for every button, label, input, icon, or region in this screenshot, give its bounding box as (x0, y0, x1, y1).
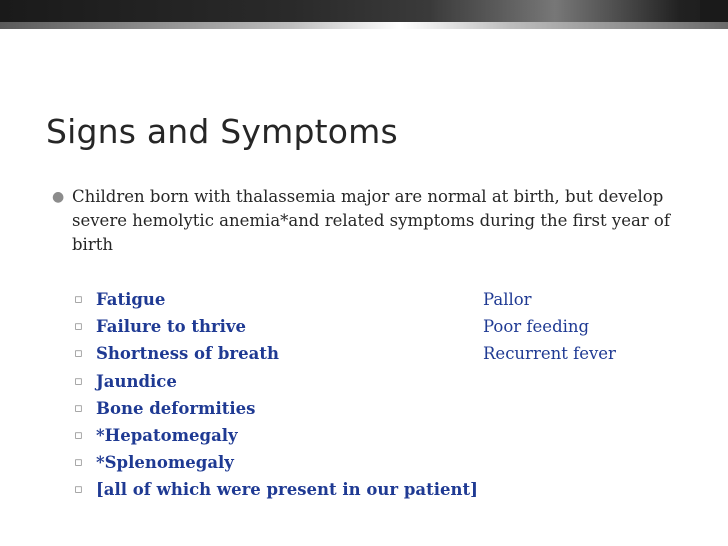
symptom-label: *Hepatomegaly (96, 425, 238, 445)
symptom-label: Bone deformities (96, 398, 256, 418)
square-bullet-icon: ▫ (74, 292, 83, 307)
lead-bullet (52, 185, 692, 257)
symptom-label: *Splenomegaly (96, 453, 234, 473)
square-bullet-icon: ▫ (74, 455, 83, 471)
top-decoration-bar (0, 0, 728, 22)
square-bullet-icon: ▫ (74, 346, 83, 362)
top-bar-highlight (430, 0, 680, 22)
square-bullet-icon: ▫ (74, 482, 83, 498)
square-bullet-icon: ▫ (74, 400, 83, 416)
symptom-right-label: Poor feeding (483, 317, 590, 337)
square-bullet-icon: ▫ (74, 427, 83, 443)
symptom-label: Shortness of breath (96, 344, 279, 364)
symptom-label: [all of which were present in our patient] (96, 480, 478, 500)
symptom-label: Jaundice (96, 371, 177, 391)
bullet-dot-icon: ● (52, 189, 65, 205)
square-bullet-icon: ▫ (74, 319, 83, 335)
accent-stripe (0, 22, 728, 29)
slide-title: Signs and Symptoms (46, 112, 398, 151)
symptom-label: Failure to thrive (96, 317, 247, 337)
symptom-label: Fatigue (96, 290, 166, 309)
square-bullet-icon: ▫ (74, 373, 83, 389)
top-bar-corner (700, 0, 728, 22)
symptom-right-label: Recurrent fever (483, 344, 616, 364)
symptom-right-label: Pallor (483, 290, 532, 309)
lead-bullet-text: Children born with thalassemia major are normal at birth, but develop severe hemolytic anemia*and related symptoms during the first year of birth (72, 187, 670, 254)
